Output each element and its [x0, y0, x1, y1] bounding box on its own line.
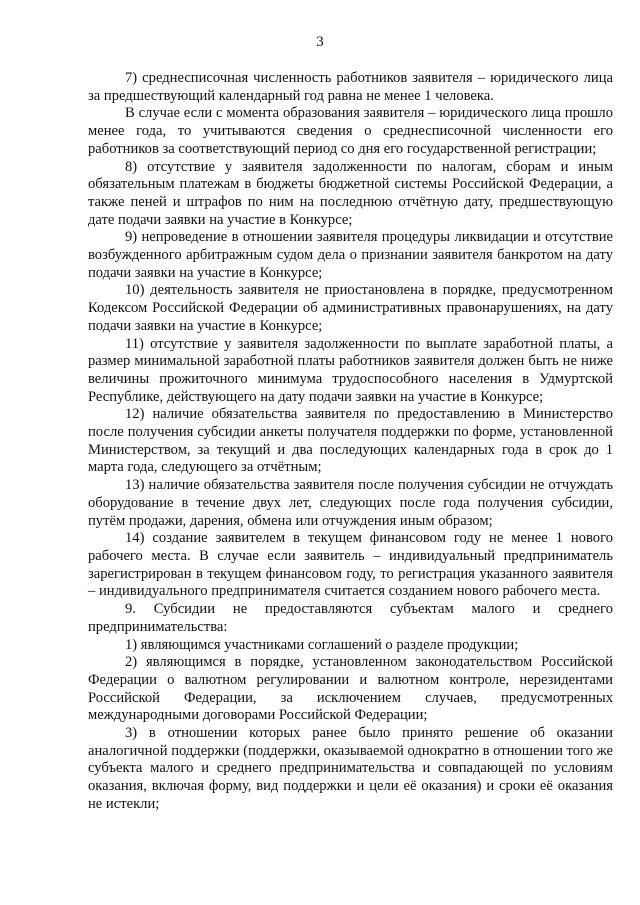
paragraph: 7) среднесписочная численность работников заявителя – юридического лица за предшествующий календарный год равна не менее 1 человека.: [88, 70, 613, 104]
document-body: [88, 70, 613, 814]
paragraph: 14) создание заявителем в текущем финансовом году не менее 1 нового рабочего места. В случае если заявитель – индивидуальный предприниматель зарегистрирован в текущем финансовом году, то регистрация указанного заявителя – индивидуального предпринимателя считается созданием нового рабочего места.: [88, 530, 613, 600]
paragraph: 8) отсутствие у заявителя задолженности по налогам, сборам и иным обязательным платежам в бюджеты бюджетной системы Российской Федерации, а также пеней и штрафов по ним на последнюю отчётную дату, предшествующую дате подачи заявки на участие в Конкурсе;: [88, 158, 613, 228]
paragraph: 3) в отношении которых ранее было принято решение об оказании аналогичной поддержки (поддержки, оказываемой однократно в отношении того же субъекта малого и среднего предпринимательства и совпадающей по условиям оказания, включая форму, вид поддержки и цели её оказания) и сроки её оказания не истекли;: [88, 725, 613, 812]
paragraph: 12) наличие обязательства заявителя по предоставлению в Министерство после получения субсидии анкеты получателя поддержки по форме, установленной Министерством, за текущий и два последующих календарных года в срок до 1 марта года, следующего за отчётным;: [88, 406, 613, 476]
page-number: 3: [316, 34, 324, 50]
paragraph: 11) отсутствие у заявителя задолженности по выплате заработной платы, а размер минимальной заработной платы работников заявителя должен быть не ниже величины прожиточного минимума трудоспособного населения в Удмуртской Республике, действующего на дату подачи заявки на участие в Конкурсе;: [88, 335, 613, 405]
paragraph: 13) наличие обязательства заявителя после получения субсидии не отчуждать оборудование в течение двух лет, следующих после года получения субсидии, путём продажи, дарения, обмена или отчуждения иным образом;: [88, 477, 613, 529]
paragraph: В случае если с момента образования заявителя – юридического лица прошло менее года, то учитываются сведения о среднесписочной численности его работников за соответствующий период со дня его государственной регистрации;: [88, 105, 613, 157]
paragraph: 9. Субсидии не предоставляются субъектам малого и среднего предпринимательства:: [88, 601, 613, 635]
paragraph: 9) непроведение в отношении заявителя процедуры ликвидации и отсутствие возбужденного арбитражным судом дела о признании заявителя банкротом на дату подачи заявки на участие в Конкурсе;: [88, 229, 613, 281]
paragraph: 1) являющимся участниками соглашений о разделе продукции;: [125, 636, 519, 653]
paragraph: 10) деятельность заявителя не приостановлена в порядке, предусмотренном Кодексом Российской Федерации об административных правонарушениях, на дату подачи заявки на участие в Конкурсе;: [88, 282, 613, 334]
paragraph: 2) являющимся в порядке, установленном законодательством Российской Федерации о валютном регулировании и валютном контроле, нерезидентами Российской Федерации, за исключением случаев, предусмотренных международными договорами Российской Федерации;: [88, 654, 613, 724]
